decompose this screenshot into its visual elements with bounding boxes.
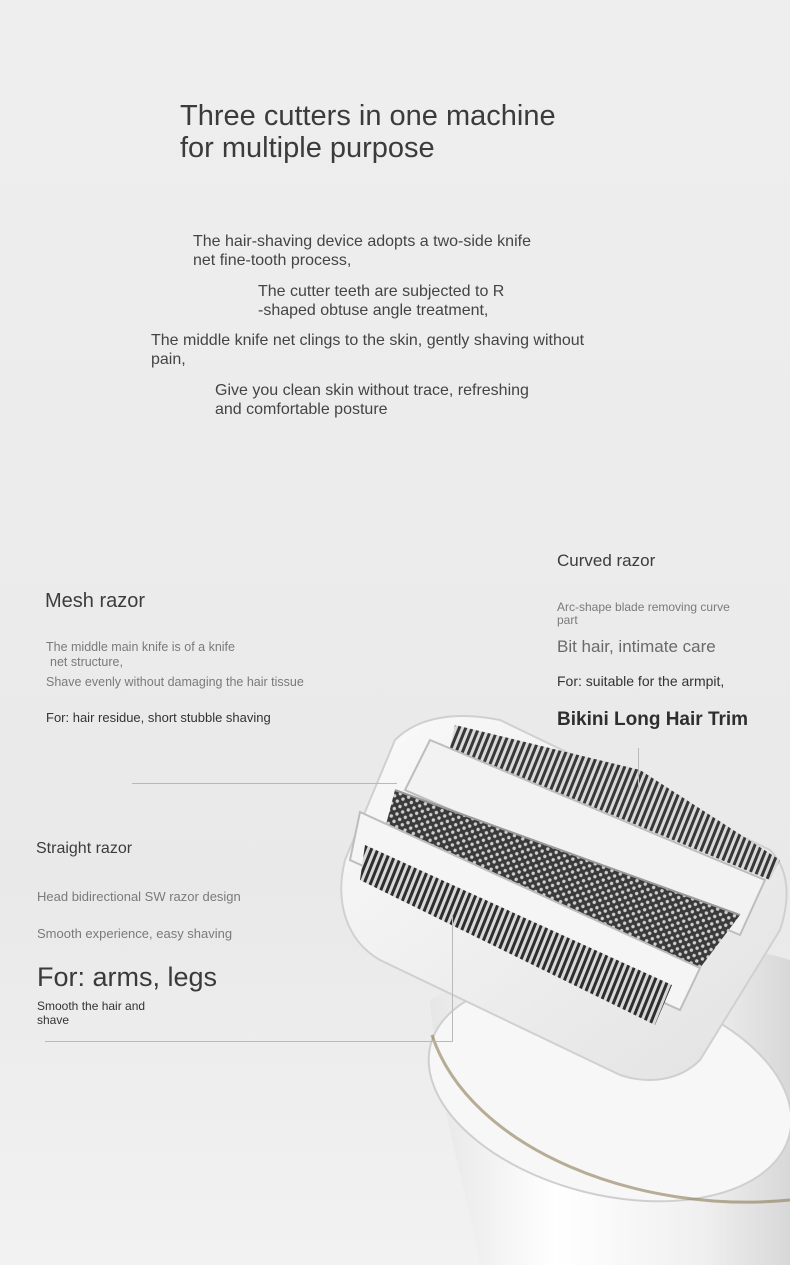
mesh-razor-benefit: Shave evenly without damaging the hair tissue: [46, 675, 304, 689]
curved-razor-title: Curved razor: [557, 551, 656, 570]
curved-razor-leader-line: [638, 748, 639, 790]
straight-razor-note: Smooth the hair and shave: [37, 999, 146, 1027]
intro-paragraph-4: Give you clean skin without trace, refreshing and comfortable posture: [215, 382, 529, 418]
curved-razor-description: Arc-shape blade removing curve part: [557, 600, 730, 627]
title-line-2: for multiple purpose: [180, 132, 435, 164]
intro-paragraph-1: The hair-shaving device adopts a two-side knife net fine-tooth process,: [193, 233, 531, 269]
curved-razor-usage-highlight: Bikini Long Hair Trim: [557, 709, 749, 730]
curved-razor-usage: For: suitable for the armpit,: [557, 673, 725, 689]
mesh-razor-leader-line: [132, 783, 397, 784]
title-line-1: Three cutters in one machine: [180, 100, 556, 132]
curved-razor-benefit: Bit hair, intimate care: [557, 637, 716, 656]
mesh-razor-title: Mesh razor: [45, 590, 146, 612]
straight-razor-leader-line-vertical: [452, 915, 453, 1042]
page-title: [180, 100, 660, 164]
straight-razor-leader-line-horizontal: [45, 1041, 453, 1042]
mesh-razor-usage: For: hair residue, short stubble shaving: [46, 710, 271, 725]
intro-paragraph-2: The cutter teeth are subjected to R -shaped obtuse angle treatment,: [258, 283, 505, 319]
mesh-razor-description: The middle main knife is of a knife net structure,: [46, 640, 235, 669]
straight-razor-description: Head bidirectional SW razor design: [37, 889, 241, 904]
straight-razor-usage: For: arms, legs: [37, 962, 218, 992]
intro-paragraph-3: The middle knife net clings to the skin, gently shaving without pain,: [151, 332, 585, 368]
straight-razor-benefit: Smooth experience, easy shaving: [37, 926, 233, 941]
straight-razor-title: Straight razor: [36, 840, 133, 857]
shaver-head: [341, 716, 786, 1080]
